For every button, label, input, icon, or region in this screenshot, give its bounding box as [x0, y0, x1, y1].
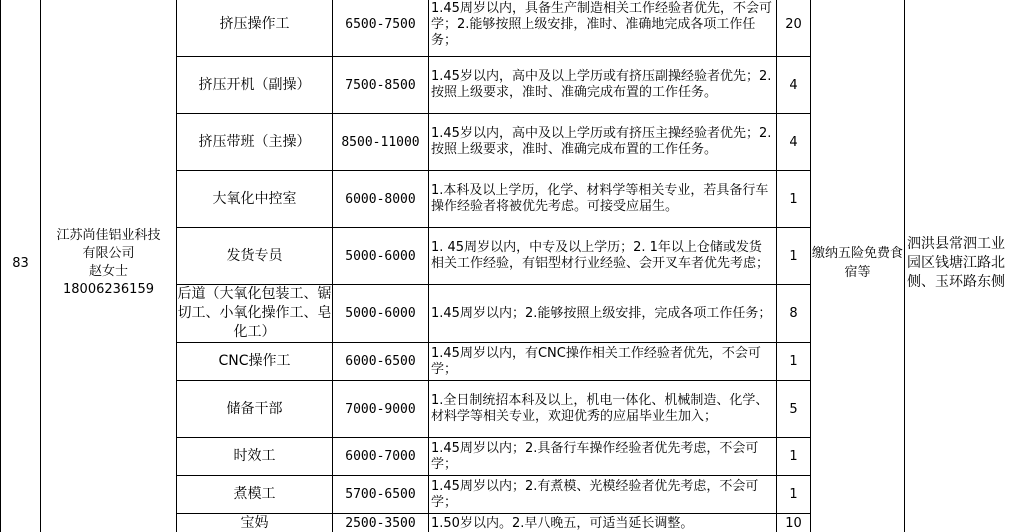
job-title: 大氧化中控室: [177, 171, 333, 228]
job-requirement: 1.45周岁以内；2.具备行车操作经验者优先考虑，不会可学；: [429, 438, 777, 476]
job-title: 后道（大氧化包装工、锯切工、小氧化操作工、皂化工）: [177, 285, 333, 343]
job-salary: 6000-6500: [333, 343, 429, 381]
job-requirement: 1.本科及以上学历，化学、材料学等相关专业，若具备行车操作经验者将被优先考虑。可接受应届生。: [429, 171, 777, 228]
job-title: 宝妈: [177, 514, 333, 532]
job-title: 挤压带班（主操）: [177, 114, 333, 171]
table-row: [1, 0, 1013, 57]
job-requirement: 1.50岁以内。2.早八晚五，可适当延长调整。: [429, 514, 777, 532]
job-count: 8: [777, 285, 811, 343]
job-title: 挤压操作工: [177, 0, 333, 57]
job-requirement: 1.45周岁以内，具备生产制造相关工作经验者优先，不会可学；2.能够按照上级安排，准时、准确地完成各项工作任务；: [429, 0, 777, 57]
job-count: 1: [777, 228, 811, 285]
job-count: 4: [777, 57, 811, 114]
job-title: 挤压开机（副操）: [177, 57, 333, 114]
job-count: 4: [777, 114, 811, 171]
company-name-line1: 江苏尚佳铝业科技: [56, 228, 161, 243]
job-requirement: 1. 45周岁以内，中专及以上学历；2. 1年以上仓储或发货相关工作经验，有铝型材行业经验、会开叉车者优先考虑；: [429, 228, 777, 285]
job-requirement: 1.45岁以内，高中及以上学历或有挤压主操经验者优先；2.按照上级要求，准时、准确完成布置的工作任务。: [429, 114, 777, 171]
job-salary: 7000-9000: [333, 381, 429, 438]
company-info-cell: [41, 0, 177, 532]
job-salary: 6000-7000: [333, 438, 429, 476]
job-title: CNC操作工: [177, 343, 333, 381]
job-salary: 5700-6500: [333, 476, 429, 514]
benefits-cell: 缴纳五险免费食宿等: [811, 0, 905, 532]
address-cell: 泗洪县常泗工业园区钱塘江路北侧、玉环路东侧: [905, 0, 1013, 532]
job-count: 20: [777, 0, 811, 57]
company-index: 83: [1, 0, 41, 532]
job-count: 5: [777, 381, 811, 438]
job-title: 时效工: [177, 438, 333, 476]
job-requirement: 1.全日制统招本科及以上，机电一体化、机械制造、化学、材料学等相关专业，欢迎优秀的应届毕业生加入；: [429, 381, 777, 438]
company-name-line2: 有限公司: [82, 246, 135, 261]
company-phone: 18006236159: [63, 282, 154, 297]
job-salary: 2500-3500: [333, 514, 429, 532]
job-salary: 5000-6000: [333, 285, 429, 343]
job-count: 1: [777, 438, 811, 476]
job-salary: 8500-11000: [333, 114, 429, 171]
job-salary: 7500-8500: [333, 57, 429, 114]
job-requirement: 1.45周岁以内，有CNC操作相关工作经验者优先，不会可学；: [429, 343, 777, 381]
company-contact: 赵女士: [88, 264, 128, 279]
job-requirement: 1.45岁以内，高中及以上学历或有挤压副操经验者优先；2.按照上级要求，准时、准确完成布置的工作任务。: [429, 57, 777, 114]
job-title: 发货专员: [177, 228, 333, 285]
job-count: 1: [777, 476, 811, 514]
job-salary: 6000-8000: [333, 171, 429, 228]
job-count: 1: [777, 343, 811, 381]
job-salary: 6500-7500: [333, 0, 429, 57]
job-count: 1: [777, 171, 811, 228]
job-salary: 5000-6000: [333, 228, 429, 285]
job-title: 煮模工: [177, 476, 333, 514]
job-requirement: 1.45周岁以内；2.有煮模、光模经验者优先考虑，不会可学；: [429, 476, 777, 514]
job-count: 10: [777, 514, 811, 532]
job-requirement: 1.45周岁以内；2.能够按照上级安排，完成各项工作任务；: [429, 285, 777, 343]
job-title: 储备干部: [177, 381, 333, 438]
